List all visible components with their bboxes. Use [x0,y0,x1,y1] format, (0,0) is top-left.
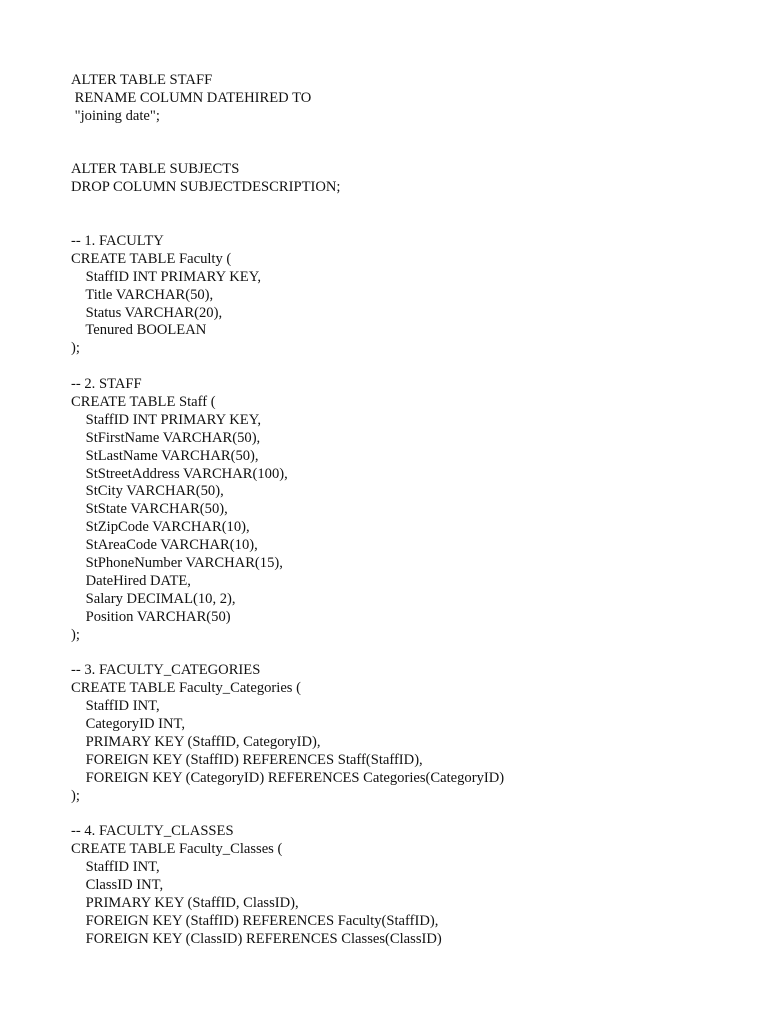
text-line: Title VARCHAR(50), [71,286,214,303]
text-line: StStreetAddress VARCHAR(100), [71,465,288,482]
text-line: ALTER TABLE STAFF [71,72,213,88]
text-line: PRIMARY KEY (StaffID, ClassID), [71,894,299,911]
text-line: FOREIGN KEY (StaffID) REFERENCES Staff(StaffID), [71,751,423,768]
text-line: CREATE TABLE Faculty_Categories ( [71,680,301,697]
blank-line [71,358,728,376]
text-line: CREATE TABLE Faculty_Classes ( [71,841,283,858]
text-line: "joining date"; [71,107,160,124]
text-line: StLastName VARCHAR(50), [71,447,259,464]
text-line: -- 4. FACULTY_CLASSES [71,823,234,840]
text-line: ); [71,626,80,643]
blank-line [71,126,728,144]
text-line: StAreaCode VARCHAR(10), [71,537,258,554]
text-line: RENAME COLUMN DATEHIRED TO [71,89,312,106]
text-line: StState VARCHAR(50), [71,501,228,518]
text-line: StaffID INT, [71,698,160,715]
text-line: DROP COLUMN SUBJECTDESCRIPTION; [71,179,341,196]
text-line: DateHired DATE, [71,572,191,589]
text-line: -- 2. STAFF [71,376,142,393]
text-line: ); [71,340,80,357]
text-line: StZipCode VARCHAR(10), [71,519,250,536]
text-line: StPhoneNumber VARCHAR(15), [71,555,283,572]
text-line: Tenured BOOLEAN [71,322,207,339]
text-line: CREATE TABLE Staff ( [71,394,216,411]
text-line: FOREIGN KEY (CategoryID) REFERENCES Categories(CategoryID) [71,769,505,786]
blank-line [71,215,728,233]
blank-line [71,144,728,162]
text-line: FOREIGN KEY (ClassID) REFERENCES Classes(ClassID) [71,930,442,947]
blank-line [71,645,728,663]
text-line: StFirstName VARCHAR(50), [71,429,261,446]
sql-text-body [71,72,728,949]
blank-line [71,197,728,215]
text-line: -- 3. FACULTY_CATEGORIES [71,662,261,679]
text-line: FOREIGN KEY (StaffID) REFERENCES Faculty(StaffID), [71,912,439,929]
text-line: StaffID INT PRIMARY KEY, [71,268,262,285]
text-line: Position VARCHAR(50) [71,608,231,625]
text-line: CategoryID INT, [71,716,186,733]
text-line: ); [71,787,80,804]
text-line: -- 1. FACULTY [71,233,164,250]
text-line: CREATE TABLE Faculty ( [71,250,232,267]
text-line: PRIMARY KEY (StaffID, CategoryID), [71,733,321,750]
text-line: Salary DECIMAL(10, 2), [71,590,236,607]
text-line: StaffID INT, [71,859,160,876]
text-line: ClassID INT, [71,877,164,894]
text-line: Status VARCHAR(20), [71,304,223,321]
text-line: StCity VARCHAR(50), [71,483,224,500]
text-line: ALTER TABLE SUBJECTS [71,161,240,178]
text-line: StaffID INT PRIMARY KEY, [71,411,262,428]
blank-line [71,806,728,824]
